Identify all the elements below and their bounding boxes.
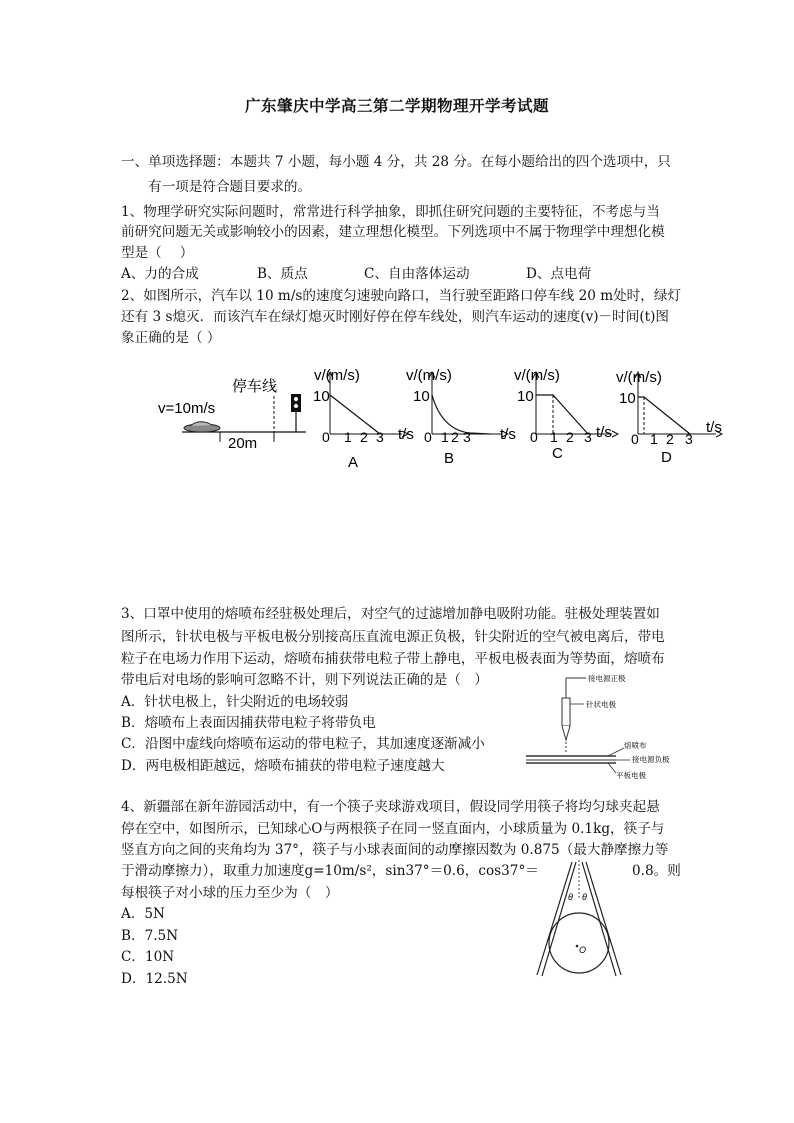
q3-line: 粒子在电场力作用下运动，熔喷布捕获带电粒子带上静电，平板电极表面为等势面，熔喷布 <box>121 651 665 667</box>
distance-label: 20m <box>228 435 258 452</box>
svg-text:2: 2 <box>566 429 574 445</box>
graph-label-c: C <box>552 445 563 462</box>
stop-line-label: 停车线 <box>232 378 278 395</box>
label-cloth: 熔喷布 <box>624 741 647 750</box>
svg-text:2: 2 <box>666 431 674 447</box>
q1-option-a: A、力的合成 <box>121 266 199 282</box>
q3-line: 带电后对电场的影响可忽略不计，则下列说法正确的是（ ） <box>121 672 489 688</box>
car-icon <box>184 422 220 432</box>
center-label: O <box>579 945 587 955</box>
q2-figure <box>150 360 740 475</box>
label-needle: 针状电极 <box>586 700 616 709</box>
svg-text:v/(m/s): v/(m/s) <box>406 367 452 384</box>
q3-option-b: B．熔喷布上表面因捕获带电粒子将带负电 <box>121 715 376 731</box>
svg-text:10: 10 <box>413 388 430 405</box>
q2-line: 象正确的是（ ） <box>121 330 221 346</box>
q3-option-d: D．两电极相距越远，熔喷布捕获的带电粒子速度越大 <box>121 758 445 774</box>
svg-text:t/s: t/s <box>500 426 516 443</box>
svg-text:1: 1 <box>441 429 449 445</box>
q4-line: 于滑动摩擦力），取重力加速度g=10m/s²，sin37°＝0.6，cos37°＝ <box>121 863 539 879</box>
svg-text:10: 10 <box>313 388 330 405</box>
angle-label-left: θ <box>568 892 573 902</box>
svg-text:v/(m/s): v/(m/s) <box>616 369 662 386</box>
svg-text:1: 1 <box>650 431 658 447</box>
traffic-light-icon <box>291 394 301 432</box>
svg-text:3: 3 <box>376 429 384 445</box>
q4-figure <box>534 858 624 980</box>
q1-option-d: D、点电荷 <box>526 266 592 282</box>
q3-option-c: C．沿图中虚线向熔喷布运动的带电粒子，其加速度逐渐减小 <box>121 736 485 752</box>
angle-label-right: θ <box>582 892 587 902</box>
q4-line: 竖直方向之间的夹角均为 37°，筷子与小球表面间的动摩擦因数为 0.875（最大静摩擦力等 <box>121 842 669 858</box>
graph-label-b: B <box>444 450 455 467</box>
label-plate: 平板电极 <box>616 771 646 780</box>
section-heading-line1: 一、单项选择题：本题共 7 小题，每小题 4 分，共 28 分。在每小题给出的四个选项中，只 <box>121 154 671 170</box>
graph-label-d: D <box>661 449 672 466</box>
graph-c <box>514 367 618 462</box>
svg-text:t/s: t/s <box>596 424 612 441</box>
svg-text:t/s: t/s <box>398 426 414 443</box>
q1-line: 型是（ ） <box>121 245 194 261</box>
q1-option-b: B、质点 <box>257 266 308 282</box>
svg-text:0: 0 <box>424 429 432 445</box>
q4-option-a: A．5N <box>121 906 165 922</box>
q4-line: 4、新疆部在新年游园活动中，有一个筷子夹球游戏项目，假设同学用筷子将均匀球夹起悬 <box>121 799 660 815</box>
svg-text:t/s: t/s <box>706 419 722 436</box>
q3-line: 3、口罩中使用的熔喷布经驻极处理后，对空气的过滤增加静电吸附功能。驻极处理装置如 <box>121 606 660 622</box>
q4-option-d: D．12.5N <box>121 971 188 987</box>
section-heading-line2: 有一项是符合题目要求的。 <box>148 179 312 195</box>
svg-text:3: 3 <box>584 429 592 445</box>
q4-option-c: C．10N <box>121 949 175 965</box>
svg-text:0: 0 <box>322 429 330 445</box>
svg-text:2: 2 <box>360 429 368 445</box>
svg-text:0: 0 <box>631 431 639 447</box>
svg-text:3: 3 <box>685 431 693 447</box>
graph-d <box>616 369 722 466</box>
q4-line: 每根筷子对小球的压力至少为（ ） <box>121 885 339 901</box>
svg-text:1: 1 <box>550 429 558 445</box>
graph-b <box>406 367 516 467</box>
q1-line: 1、物理学研究实际问题时，常常进行科学抽象，即抓住研究问题的主要特征，不考虑与当 <box>121 204 660 220</box>
svg-text:10: 10 <box>517 388 534 405</box>
q3-line: 图所示，针状电极与平板电极分别接高压直流电源正负极，针尖附近的空气被电离后，带电 <box>121 629 665 645</box>
label-negative: 接电源负极 <box>632 755 670 764</box>
svg-text:10: 10 <box>619 390 636 407</box>
q4-line-tail: 0.8。则 <box>632 863 681 879</box>
svg-text:v/(m/s): v/(m/s) <box>314 367 360 384</box>
q2-line: 2、如图所示，汽车以 10 m/s的速度匀速驶向路口，当行驶至距路口停车线 20 m处时，绿灯 <box>121 288 682 304</box>
q2-line: 还有 3 s熄灭．而该汽车在绿灯熄灭时刚好停在停车线处，则汽车运动的速度(v)－时间(t)图 <box>121 309 669 325</box>
svg-text:3: 3 <box>463 429 471 445</box>
label-positive: 接电源正极 <box>588 674 626 683</box>
page-title: 广东肇庆中学高三第二学期物理开学考试题 <box>244 96 549 115</box>
q3-option-a: A．针状电极上，针尖附近的电场较弱 <box>121 694 349 710</box>
q4-option-b: B．7.5N <box>121 928 179 944</box>
graph-a <box>313 367 414 471</box>
q4-line: 停在空中，如图所示，已知球心O与两根筷子在同一竖直面内，小球质量为 0.1kg，筷子与 <box>121 821 665 837</box>
speed-label: v=10m/s <box>158 400 216 417</box>
svg-text:v/(m/s): v/(m/s) <box>514 367 560 384</box>
svg-text:0: 0 <box>530 429 538 445</box>
q1-line: 前研究问题无关或影响较小的因素，建立理想化模型。下列选项中不属于物理学中理想化模 <box>121 224 665 240</box>
graph-label-a: A <box>348 454 359 471</box>
q1-option-c: C、自由落体运动 <box>364 266 470 282</box>
svg-text:1: 1 <box>344 429 352 445</box>
svg-text:2: 2 <box>451 429 459 445</box>
q3-figure <box>520 670 690 785</box>
